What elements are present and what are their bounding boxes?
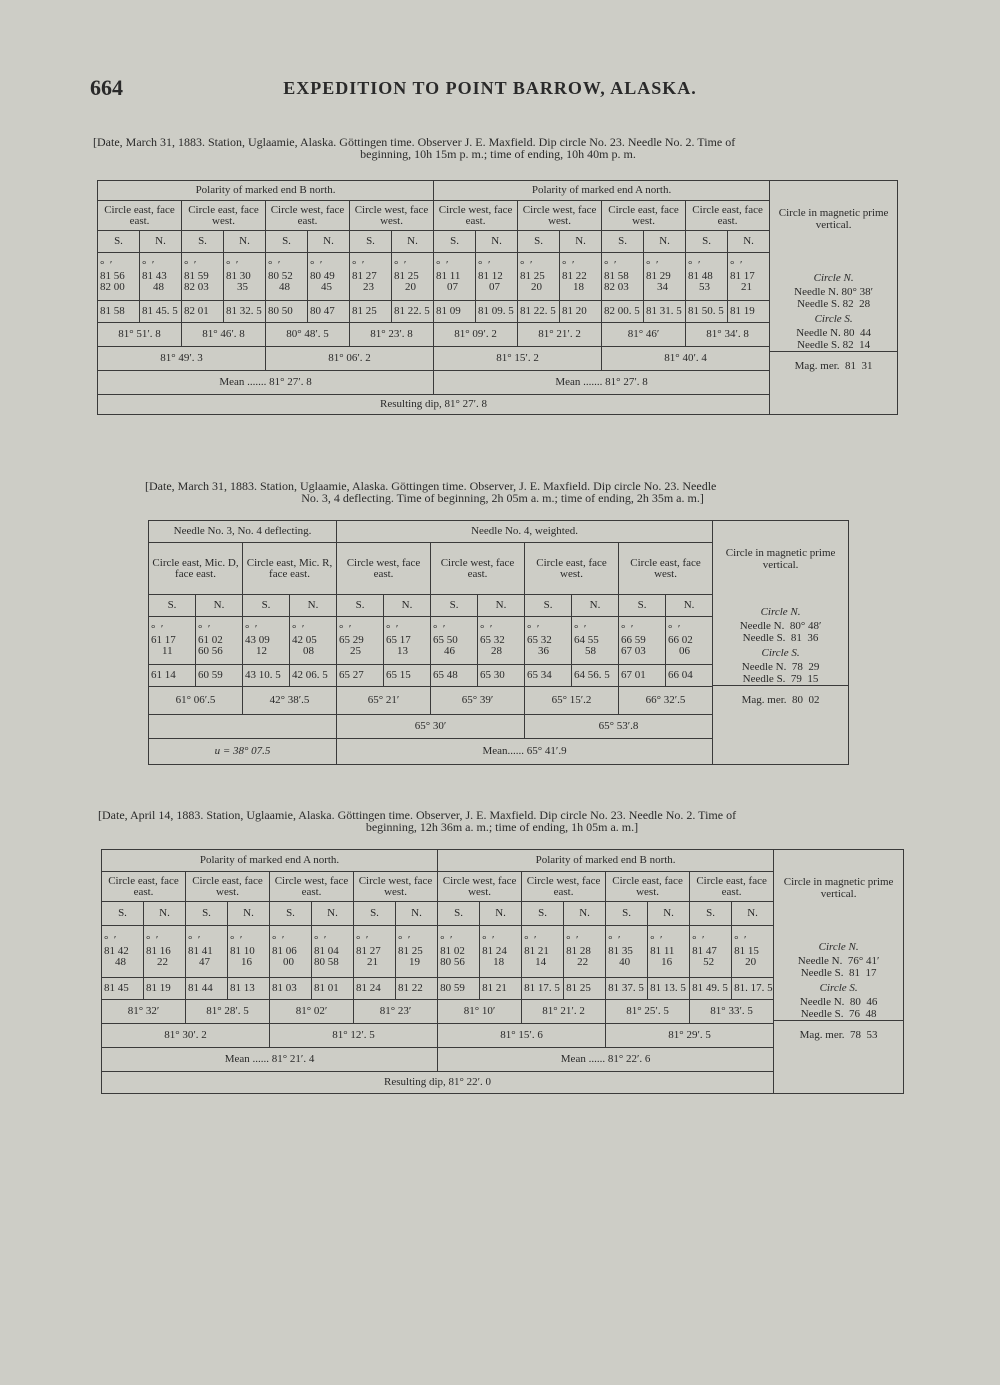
obs1-pair-mean: 81° 34′. 8 <box>686 323 770 347</box>
page-title: EXPEDITION TO POINT BARROW, ALASKA. <box>283 78 697 98</box>
obs1-pair-mean: 81° 09′. 2 <box>434 323 518 347</box>
obs2-reading-mean: 65 27 <box>337 665 384 687</box>
obs2-quad-mean: 65° 30′ <box>337 715 525 739</box>
obs3-sn-label: S. <box>186 902 228 926</box>
obs1-reading: ° ′ 81 22 18 <box>560 253 602 301</box>
obs2-sn-label: S. <box>243 595 290 617</box>
obs2-reading-mean: 64 56. 5 <box>572 665 619 687</box>
obs3-reading-mean: 81 45 <box>102 978 144 1000</box>
obs3-reading: ° ′ 81 42 48 <box>102 926 144 978</box>
obs1-quad-mean: 81° 06′. 2 <box>266 347 434 371</box>
obs3-quad-mean: 81° 30′. 2 <box>102 1024 270 1048</box>
obs1-sn-label: N. <box>224 231 266 253</box>
obs1-quad-mean: 81° 15′. 2 <box>434 347 602 371</box>
obs2-reading-mean: 65 15 <box>384 665 431 687</box>
obs2-sn-label: N. <box>478 595 525 617</box>
obs2-reading: ° ′ 61 02 60 56 <box>196 617 243 665</box>
obs1-caption <box>93 136 903 160</box>
obs3-quad-mean: 81° 15′. 6 <box>438 1024 606 1048</box>
obs2-quad-empty <box>149 715 337 739</box>
obs2-reading: ° ′ 65 32 36 <box>525 617 572 665</box>
obs3-sn-label: S. <box>522 902 564 926</box>
obs3-reading-mean: 81 13 <box>228 978 270 1000</box>
obs3-reading: ° ′ 81 06 00 <box>270 926 312 978</box>
obs1-reading: ° ′ 80 52 48 <box>266 253 308 301</box>
obs3-col-head: Circle east, face west. <box>186 872 270 902</box>
obs3-col-head: Circle east, face east. <box>102 872 186 902</box>
obs3-sn-label: N. <box>480 902 522 926</box>
obs3-sn-label: S. <box>606 902 648 926</box>
obs3-quad-mean: 81° 12′. 5 <box>270 1024 438 1048</box>
obs1-reading-mean: 81 20 <box>560 301 602 323</box>
obs2-pv-r4: Needle S. 79 15 <box>713 673 848 686</box>
obs1-pv-values <box>770 272 897 372</box>
obs1-reading: ° ′ 81 29 34 <box>644 253 686 301</box>
obs1-reading-mean: 81 22. 5 <box>518 301 560 323</box>
obs1-reading-mean: 81 31. 5 <box>644 301 686 323</box>
obs1-col-head: Circle west, face east. <box>434 201 518 231</box>
obs2-pv-r3: Needle N. 78 29 <box>741 661 820 673</box>
obs3-reading: ° ′ 81 25 19 <box>396 926 438 978</box>
obs1-col-head: Circle west, face west. <box>350 201 434 231</box>
obs3-reading-mean: 81 44 <box>186 978 228 1000</box>
obs1-quad-mean: 81° 40′. 4 <box>602 347 770 371</box>
obs1-resulting-dip: Resulting dip, 81° 27′. 8 <box>98 395 770 415</box>
obs2-caption <box>145 480 860 504</box>
obs1-reading: ° ′ 81 27 23 <box>350 253 392 301</box>
obs1-reading-mean: 82 00. 5 <box>602 301 644 323</box>
obs3-reading: ° ′ 81 11 16 <box>648 926 690 978</box>
obs3-pv-mag: Mag. mer. 78 53 <box>799 1029 878 1041</box>
obs1-col-head: Circle east, face west. <box>182 201 266 231</box>
obs1-sn-label: S. <box>266 231 308 253</box>
obs2-col-head: Circle west, face east. <box>337 543 431 595</box>
obs2-quad-mean: 65° 53′.8 <box>525 715 713 739</box>
obs3-reading: ° ′ 81 10 16 <box>228 926 270 978</box>
obs3-caption <box>98 809 906 833</box>
obs1-pair-mean: 81° 46′ <box>602 323 686 347</box>
obs3-pair-mean: 81° 21′. 2 <box>522 1000 606 1024</box>
obs2-pv-mag: Mag. mer. 80 02 <box>741 694 820 706</box>
obs1-sn-label: N. <box>728 231 770 253</box>
obs2-reading-mean: 65 48 <box>431 665 478 687</box>
obs2-mean-right: Mean...... 65° 41′.9 <box>337 739 713 765</box>
obs2-col-head: Circle east, Mic. R, face east. <box>243 543 337 595</box>
obs3-pv-spacer <box>774 910 903 938</box>
obs2-pv-c1: Circle N. <box>760 606 801 618</box>
obs3-col-head: Circle east, face west. <box>606 872 690 902</box>
obs1-reading: ° ′ 81 30 35 <box>224 253 266 301</box>
obs3-reading-mean: 81 49. 5 <box>690 978 732 1000</box>
obs2-reading-mean: 60 59 <box>196 665 243 687</box>
obs2-pair-mean: 61° 06′.5 <box>149 687 243 715</box>
obs1-pv-mag: Mag. mer. 81 31 <box>794 360 873 372</box>
obs1-sn-label: N. <box>476 231 518 253</box>
obs1-reading-mean: 81 09 <box>434 301 476 323</box>
obs1-reading-mean: 81 45. 5 <box>140 301 182 323</box>
obs1-col-head: Circle west, face west. <box>518 201 602 231</box>
obs2-reading-mean: 66 04 <box>666 665 713 687</box>
obs3-table <box>101 849 904 1094</box>
obs3-reading-mean: 81 24 <box>354 978 396 1000</box>
obs2-pv-r1: Needle N. 80° 48′ <box>739 620 822 632</box>
obs1-reading-mean: 81 09. 5 <box>476 301 518 323</box>
obs3-col-head: Circle west, face west. <box>438 872 522 902</box>
obs3-sn-label: N. <box>228 902 270 926</box>
obs3-pair-mean: 81° 28′. 5 <box>186 1000 270 1024</box>
obs1-col-head: Circle east, face east. <box>98 201 182 231</box>
obs1-sn-label: S. <box>182 231 224 253</box>
obs3-reading-mean: 81 37. 5 <box>606 978 648 1000</box>
obs3-resulting-dip: Resulting dip, 81° 22′. 0 <box>102 1072 774 1094</box>
obs2-sn-label: N. <box>666 595 713 617</box>
obs3-reading-mean: 81 25 <box>564 978 606 1000</box>
obs1-sn-label: S. <box>602 231 644 253</box>
obs2-sn-label: N. <box>196 595 243 617</box>
obs3-reading: ° ′ 81 16 22 <box>144 926 186 978</box>
obs3-sn-label: S. <box>354 902 396 926</box>
obs2-table <box>148 520 849 765</box>
obs2-reading: ° ′ 61 17 11 <box>149 617 196 665</box>
obs2-reading-mean: 61 14 <box>149 665 196 687</box>
obs3-reading-mean: 81 03 <box>270 978 312 1000</box>
obs3-pair-mean: 81° 23′ <box>354 1000 438 1024</box>
page-number: 664 <box>90 75 123 100</box>
obs2-pv-column <box>713 521 849 765</box>
obs3-reading: ° ′ 81 15 20 <box>732 926 774 978</box>
obs2-pv-r2: Needle S. 81 36 <box>742 632 819 644</box>
obs1-reading: ° ′ 81 58 82 03 <box>602 253 644 301</box>
obs2-caption-line2: No. 3, 4 deflecting. Time of beginning, 2h 05m a. m.; time of ending, 2h 35m a. m.] <box>301 491 704 505</box>
obs2-reading-mean: 65 34 <box>525 665 572 687</box>
obs3-sn-label: S. <box>690 902 732 926</box>
obs2-reading: ° ′ 66 02 06 <box>666 617 713 665</box>
obs3-pair-mean: 81° 02′ <box>270 1000 354 1024</box>
obs1-reading-mean: 80 50 <box>266 301 308 323</box>
obs3-reading-mean: 81 19 <box>144 978 186 1000</box>
obs2-reading: ° ′ 42 05 08 <box>290 617 337 665</box>
obs3-group-right: Polarity of marked end B north. <box>438 850 774 872</box>
obs3-mean-left: Mean ...... 81° 21′. 4 <box>102 1048 438 1072</box>
obs3-pv-r1: Needle N. 76° 41′ <box>797 955 880 967</box>
obs1-table <box>97 180 898 415</box>
obs3-reading-mean: 81 22 <box>396 978 438 1000</box>
obs3-col-head: Circle west, face east. <box>270 872 354 902</box>
obs1-sn-label: N. <box>560 231 602 253</box>
obs3-reading: ° ′ 81 04 80 58 <box>312 926 354 978</box>
obs2-reading: ° ′ 65 32 28 <box>478 617 525 665</box>
obs3-sn-label: N. <box>564 902 606 926</box>
obs2-sn-label: N. <box>572 595 619 617</box>
obs1-pv-column <box>770 181 898 415</box>
obs2-sn-label: S. <box>149 595 196 617</box>
obs1-reading: ° ′ 81 11 07 <box>434 253 476 301</box>
obs1-col-head: Circle west, face east. <box>266 201 350 231</box>
obs2-pv-heading: Circle in magnetic prime vertical. <box>725 547 836 571</box>
obs3-reading: ° ′ 81 28 22 <box>564 926 606 978</box>
obs1-reading: ° ′ 81 56 82 00 <box>98 253 140 301</box>
obs1-col-head: Circle east, face west. <box>602 201 686 231</box>
obs1-reading-mean: 81 25 <box>350 301 392 323</box>
obs3-reading: ° ′ 81 02 80 56 <box>438 926 480 978</box>
obs3-pair-mean: 81° 32′ <box>102 1000 186 1024</box>
obs3-mean-right: Mean ...... 81° 22′. 6 <box>438 1048 774 1072</box>
obs1-reading-mean: 81 50. 5 <box>686 301 728 323</box>
obs2-sn-label: S. <box>337 595 384 617</box>
obs2-u-value: u = 38° 07.5 <box>149 739 337 765</box>
obs2-reading: ° ′ 65 29 25 <box>337 617 384 665</box>
obs3-reading-mean: 81. 17. 5 <box>732 978 774 1000</box>
obs3-pv-c2: Circle S. <box>819 982 858 994</box>
obs3-group-left: Polarity of marked end A north. <box>102 850 438 872</box>
obs1-pv-heading: Circle in magnetic prime vertical. <box>778 207 889 231</box>
obs1-reading: ° ′ 80 49 45 <box>308 253 350 301</box>
obs3-pv-r3: Needle N. 80 46 <box>799 996 878 1008</box>
obs1-reading-mean: 80 47 <box>308 301 350 323</box>
obs1-pv-c2: Circle S. <box>814 313 853 325</box>
obs1-reading: ° ′ 81 17 21 <box>728 253 770 301</box>
obs1-quad-mean: 81° 49′. 3 <box>98 347 266 371</box>
obs3-caption-line1: [Date, April 14, 1883. Station, Uglaamie, Alaska. Göttingen time. Observer, J. E. Maxfield. Dip circle No. 23. Needle No. 2. Time of <box>98 808 737 822</box>
obs1-pv-c1: Circle N. <box>813 272 854 284</box>
obs2-pair-mean: 65° 39′ <box>431 687 525 715</box>
obs1-row <box>98 181 898 201</box>
obs2-pair-mean: 65° 15′.2 <box>525 687 619 715</box>
obs1-sn-label: N. <box>392 231 434 253</box>
obs1-reading: ° ′ 81 25 20 <box>392 253 434 301</box>
obs1-sn-label: S. <box>686 231 728 253</box>
obs1-pv-r4: Needle S. 82 14 <box>770 339 897 352</box>
obs3-pair-mean: 81° 10′ <box>438 1000 522 1024</box>
obs2-reading-mean: 42 06. 5 <box>290 665 337 687</box>
obs2-pair-mean: 42° 38′.5 <box>243 687 337 715</box>
obs2-reading: ° ′ 65 17 13 <box>384 617 431 665</box>
obs1-col-head: Circle east, face east. <box>686 201 770 231</box>
obs1-reading-mean: 81 19 <box>728 301 770 323</box>
obs3-sn-label: N. <box>648 902 690 926</box>
obs2-sn-label: S. <box>525 595 572 617</box>
obs1-sn-label: S. <box>350 231 392 253</box>
obs1-reading: ° ′ 81 43 48 <box>140 253 182 301</box>
obs2-group-left: Needle No. 3, No. 4 deflecting. <box>149 521 337 543</box>
obs3-reading-mean: 81 01 <box>312 978 354 1000</box>
obs2-pv-values <box>713 606 848 706</box>
obs2-col-head: Circle west, face east. <box>431 543 525 595</box>
obs1-caption-line2: beginning, 10h 15m p. m.; time of ending, 10h 40m p. m. <box>360 147 636 161</box>
obs2-reading: ° ′ 43 09 12 <box>243 617 290 665</box>
obs2-col-head: Circle east, Mic. D, face east. <box>149 543 243 595</box>
obs1-sn-label: N. <box>140 231 182 253</box>
obs3-pv-c1: Circle N. <box>818 941 859 953</box>
obs2-col-head: Circle east, face west. <box>619 543 713 595</box>
obs2-col-head: Circle east, face west. <box>525 543 619 595</box>
obs1-pair-mean: 81° 23′. 8 <box>350 323 434 347</box>
obs3-caption-line2: beginning, 12h 36m a. m.; time of ending, 1h 05m a. m.] <box>365 820 639 834</box>
obs1-sn-label: S. <box>434 231 476 253</box>
obs2-reading-mean: 43 10. 5 <box>243 665 290 687</box>
obs2-sn-label: N. <box>290 595 337 617</box>
obs3-reading: ° ′ 81 35 40 <box>606 926 648 978</box>
obs1-reading-mean: 81 22. 5 <box>392 301 434 323</box>
obs3-sn-label: N. <box>312 902 354 926</box>
obs3-pv-column <box>774 850 904 1094</box>
obs1-sn-label: S. <box>518 231 560 253</box>
obs3-pv-r2: Needle S. 81 17 <box>800 967 877 979</box>
obs2-sn-label: S. <box>431 595 478 617</box>
obs1-reading: ° ′ 81 59 82 03 <box>182 253 224 301</box>
obs3-reading-mean: 81 17. 5 <box>522 978 564 1000</box>
obs2-sn-label: N. <box>384 595 431 617</box>
obs1-sn-label: S. <box>98 231 140 253</box>
obs1-caption-line1: [Date, March 31, 1883. Station, Uglaamie, Alaska. Göttingen time. Observer J. E. Maxfield. Dip circle No. 23. Needle No. 2. Time of <box>93 135 736 149</box>
obs1-sn-label: N. <box>308 231 350 253</box>
obs1-pair-mean: 81° 46′. 8 <box>182 323 266 347</box>
obs2-reading: ° ′ 64 55 58 <box>572 617 619 665</box>
obs3-col-head: Circle east, face east. <box>690 872 774 902</box>
obs2-pair-mean: 65° 21′ <box>337 687 431 715</box>
obs3-reading: ° ′ 81 41 47 <box>186 926 228 978</box>
obs1-mean-left: Mean ....... 81° 27′. 8 <box>98 371 434 395</box>
obs1-pv-r1: Needle N. 80° 38′ <box>794 286 874 298</box>
obs1-pv-r3: Needle N. 80 44 <box>796 327 872 339</box>
obs1-group-left: Polarity of marked end B north. <box>98 181 434 201</box>
obs1-reading: ° ′ 81 12 07 <box>476 253 518 301</box>
obs3-reading: ° ′ 81 24 18 <box>480 926 522 978</box>
obs1-pair-mean: 81° 21′. 2 <box>518 323 602 347</box>
obs2-pv-c2: Circle S. <box>761 647 800 659</box>
page-header <box>90 75 890 105</box>
obs2-reading-mean: 65 30 <box>478 665 525 687</box>
obs3-sn-label: N. <box>144 902 186 926</box>
obs3-reading-mean: 81 13. 5 <box>648 978 690 1000</box>
obs3-quad-mean: 81° 29′. 5 <box>606 1024 774 1048</box>
obs3-reading: ° ′ 81 27 21 <box>354 926 396 978</box>
obs1-pair-mean: 80° 48′. 5 <box>266 323 350 347</box>
obs2-pv-spacer <box>713 581 848 603</box>
obs3-col-head: Circle west, face west. <box>354 872 438 902</box>
obs3-pv-values <box>774 941 903 1041</box>
obs3-sn-label: S. <box>438 902 480 926</box>
obs1-mean-right: Mean ....... 81° 27′. 8 <box>434 371 770 395</box>
obs1-pv-r2: Needle S. 82 28 <box>797 298 871 310</box>
obs3-col-head: Circle west, face east. <box>522 872 606 902</box>
obs3-reading-mean: 81 21 <box>480 978 522 1000</box>
obs1-sn-label: N. <box>644 231 686 253</box>
obs1-pv-spacer <box>770 241 897 269</box>
obs3-pair-mean: 81° 33′. 5 <box>690 1000 774 1024</box>
obs3-sn-label: N. <box>396 902 438 926</box>
obs2-pair-mean: 66° 32′.5 <box>619 687 713 715</box>
obs2-caption-line1: [Date, March 31, 1883. Station, Uglaamie, Alaska. Göttingen time. Observer, J. E. Maxfield. Dip circle No. 23. Needle <box>145 479 717 493</box>
obs3-pv-r4: Needle S. 76 48 <box>774 1008 903 1021</box>
obs2-group-right: Needle No. 4, weighted. <box>337 521 713 543</box>
obs1-reading-mean: 81 32. 5 <box>224 301 266 323</box>
obs2-sn-label: S. <box>619 595 666 617</box>
obs1-reading: ° ′ 81 48 53 <box>686 253 728 301</box>
obs3-sn-label: N. <box>732 902 774 926</box>
obs3-pair-mean: 81° 25′. 5 <box>606 1000 690 1024</box>
obs3-reading-mean: 80 59 <box>438 978 480 1000</box>
obs3-row <box>102 850 904 872</box>
obs2-reading: ° ′ 66 59 67 03 <box>619 617 666 665</box>
obs1-reading-mean: 82 01 <box>182 301 224 323</box>
obs1-group-right: Polarity of marked end A north. <box>434 181 770 201</box>
obs3-sn-label: S. <box>102 902 144 926</box>
obs2-row <box>149 521 849 543</box>
obs1-reading: ° ′ 81 25 20 <box>518 253 560 301</box>
obs3-pv-heading: Circle in magnetic prime vertical. <box>783 876 894 900</box>
obs3-reading: ° ′ 81 47 52 <box>690 926 732 978</box>
obs2-reading-mean: 67 01 <box>619 665 666 687</box>
obs3-sn-label: S. <box>270 902 312 926</box>
obs3-reading: ° ′ 81 21 14 <box>522 926 564 978</box>
obs1-reading-mean: 81 58 <box>98 301 140 323</box>
obs1-pair-mean: 81° 51′. 8 <box>98 323 182 347</box>
obs2-reading: ° ′ 65 50 46 <box>431 617 478 665</box>
